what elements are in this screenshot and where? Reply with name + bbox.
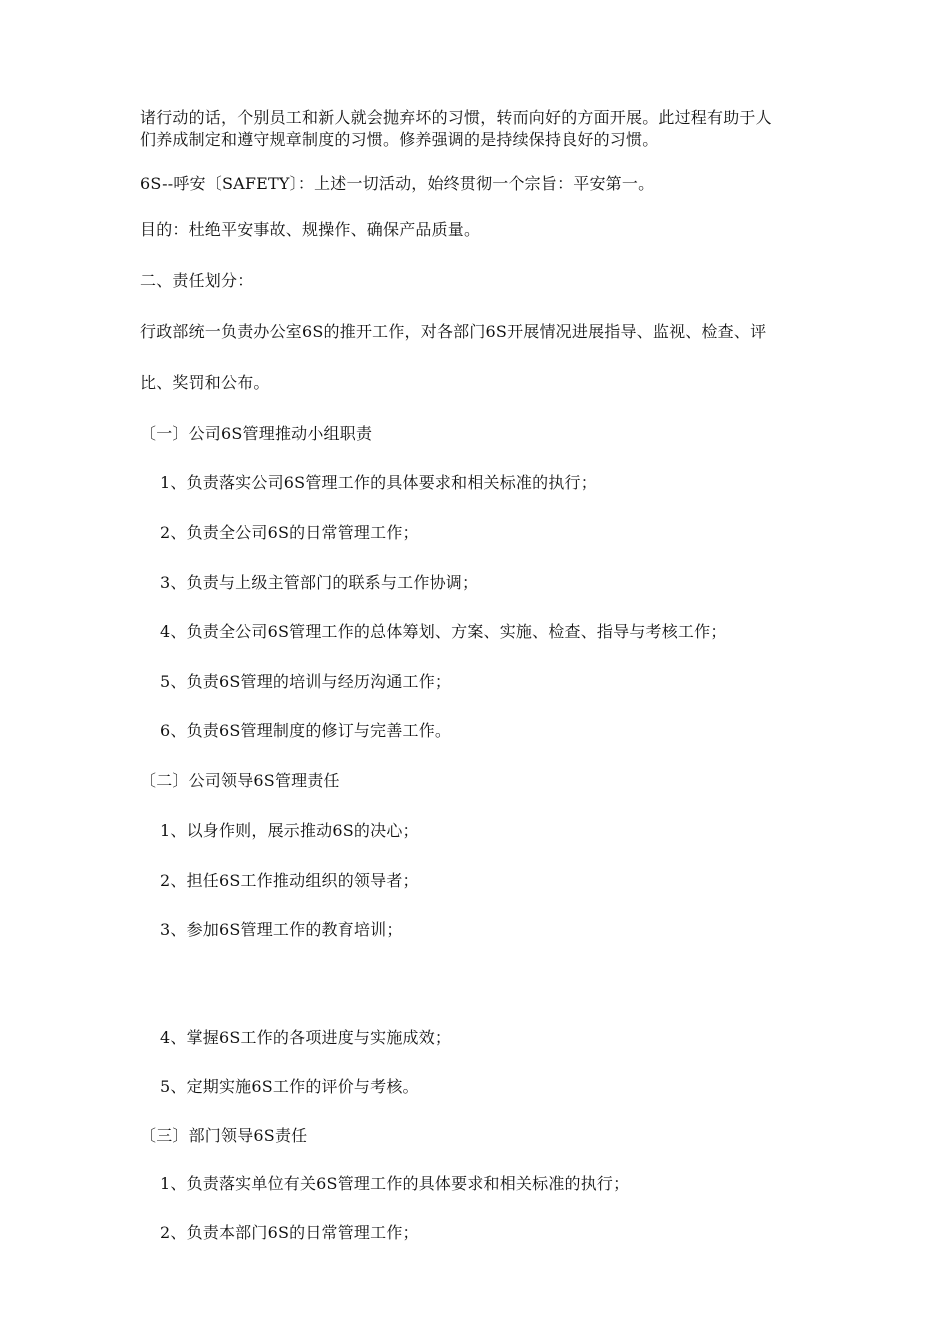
- group-item: 1、负责落实公司6S管理工作的具体要求和相关标准的执行；: [160, 473, 597, 492]
- section-two-heading: 二、责任划分：: [140, 271, 254, 290]
- group-heading: 〔一〕公司6S管理推动小组职责: [140, 424, 373, 443]
- admin-line-2: 比、奖罚和公布。: [140, 373, 270, 392]
- admin-line-1: 行政部统一负责办公室6S的推开工作，对各部门6S开展情况进展指导、监视、检查、评: [140, 322, 767, 341]
- leader-item: 4、掌握6S工作的各项进度与实施成效；: [160, 1028, 452, 1047]
- leader-item: 2、担任6S工作推动组织的领导者；: [160, 871, 419, 890]
- safety-paragraph: 6S--呼安〔SAFETY〕：上述一切活动，始终贯彻一个宗旨：平安第一。: [140, 174, 655, 193]
- group-item: 4、负责全公司6S管理工作的总体筹划、方案、实施、检查、指导与考核工作；: [160, 622, 727, 641]
- dept-item: 1、负责落实单位有关6S管理工作的具体要求和相关标准的执行；: [160, 1174, 630, 1193]
- group-item: 5、负责6S管理的培训与经历沟通工作；: [160, 672, 452, 691]
- leader-item: 3、参加6S管理工作的教育培训；: [160, 920, 403, 939]
- purpose-paragraph: 目的：杜绝平安事故、规操作、确保产品质量。: [140, 220, 481, 239]
- group-item: 3、负责与上级主管部门的联系与工作协调；: [160, 573, 479, 592]
- group-item: 6、负责6S管理制度的修订与完善工作。: [160, 721, 452, 740]
- dept-heading: 〔三〕部门领导6S责任: [140, 1126, 308, 1145]
- group-item: 2、负责全公司6S的日常管理工作；: [160, 523, 419, 542]
- intro-line-1: 诸行动的话，个别员工和新人就会抛弃坏的习惯，转而向好的方面开展。此过程有助于人: [140, 108, 772, 127]
- leader-item: 1、以身作则，展示推动6S的决心；: [160, 821, 419, 840]
- leader-heading: 〔二〕公司领导6S管理责任: [140, 771, 340, 790]
- intro-line-2: 们养成制定和遵守规章制度的习惯。修养强调的是持续保持良好的习惯。: [140, 130, 659, 149]
- leader-item: 5、定期实施6S工作的评价与考核。: [160, 1077, 419, 1096]
- dept-item: 2、负责本部门6S的日常管理工作；: [160, 1223, 419, 1242]
